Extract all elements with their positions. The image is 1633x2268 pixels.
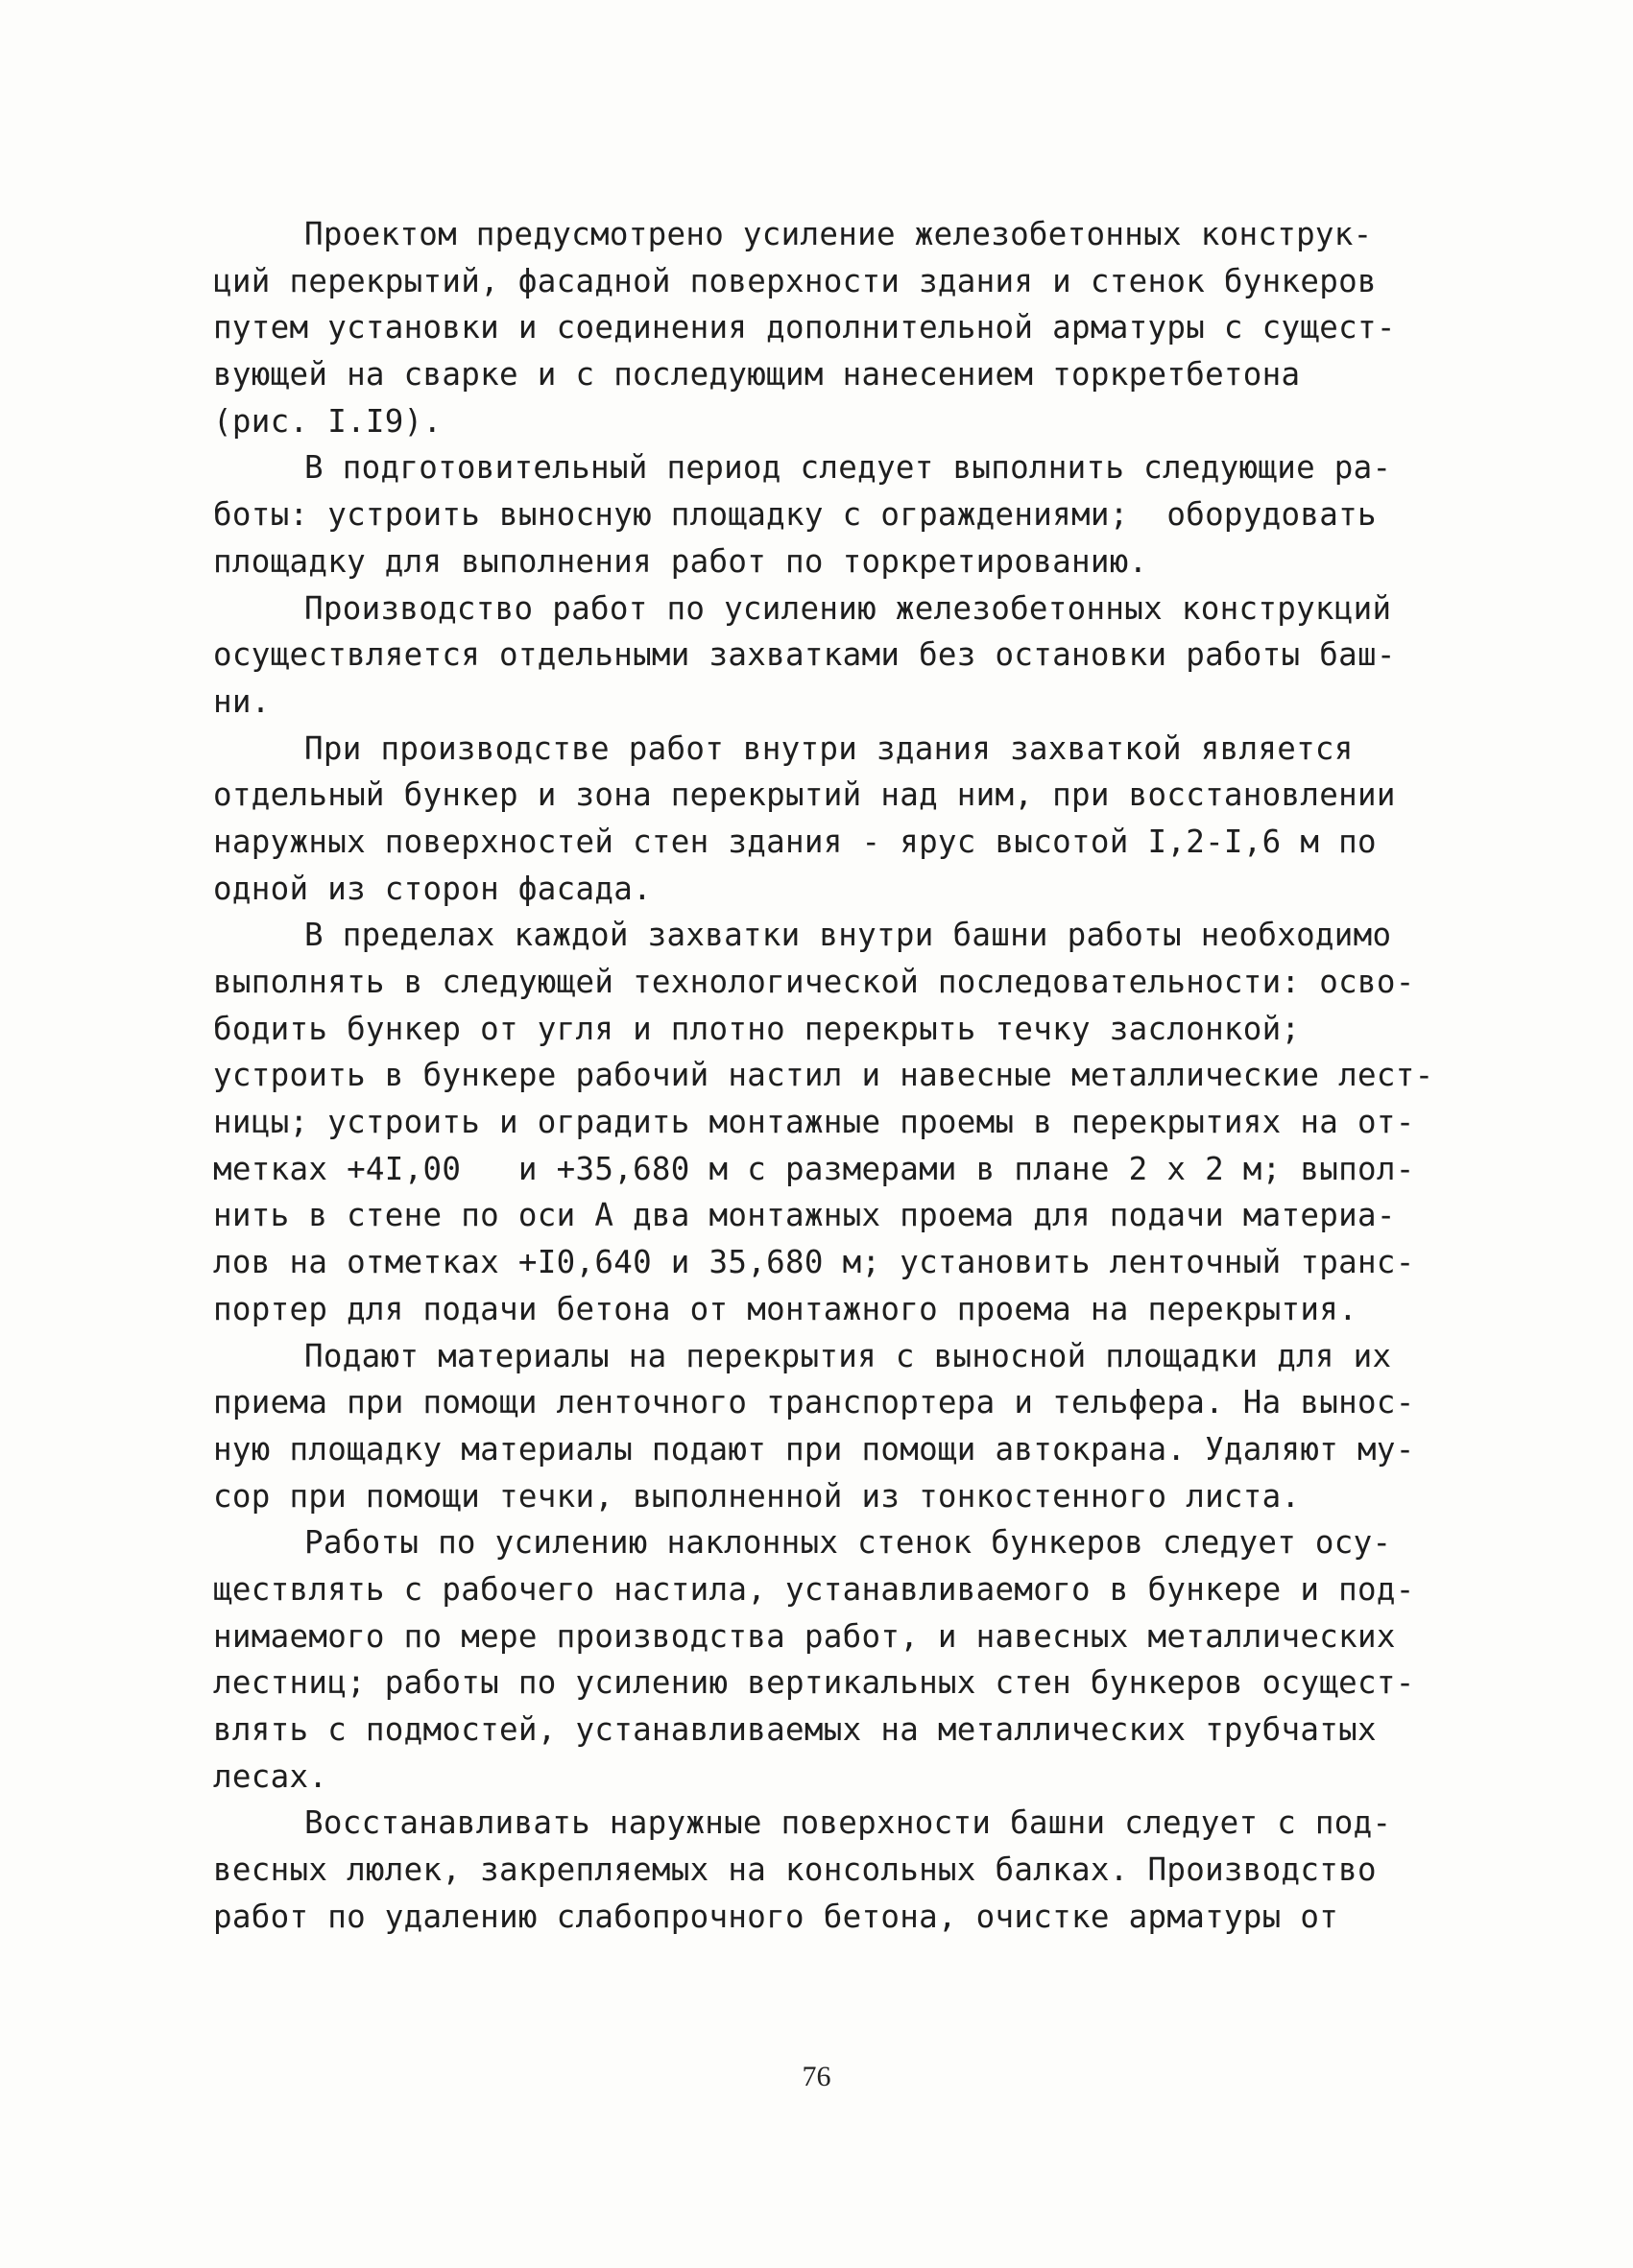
text-line: Восстанавливать наружные поверхности башни следует с под- [304, 1804, 1392, 1842]
text-line: портер для подачи бетона от монтажного проема на перекрытия. [213, 1290, 1357, 1327]
text-line: В подготовительный период следует выполнить следующие ра- [304, 449, 1392, 487]
text-line: влять с подмостей, устанавливаемых на металлических трубчатых [213, 1711, 1377, 1748]
text-line: ществлять с рабочего настила, устанавливаемого в бункере и под- [213, 1570, 1415, 1608]
text-line: осуществляется отдельными захватками без остановки работы баш- [213, 636, 1396, 674]
text-line: площадку для выполнения работ по торкретированию. [213, 542, 1148, 580]
text-line: ную площадку материалы подают при помощи автокрана. Удаляют му- [213, 1430, 1415, 1468]
text-line: бодить бункер от угля и плотно перекрыть течку заслонкой; [213, 1010, 1301, 1047]
text-line: одной из сторон фасада. [213, 870, 652, 907]
text-line: работ по удалению слабопрочного бетона, очистке арматуры от [213, 1898, 1339, 1935]
text-line: метках +4I,00 и +35,680 м с размерами в плане 2 х 2 м; выпол- [213, 1150, 1415, 1187]
text-line: лов на отметках +I0,640 и 35,680 м; установить ленточный транс- [213, 1244, 1415, 1281]
text-line: путем установки и соединения дополнительной арматуры с сущест- [213, 309, 1396, 346]
typewritten-text-body [213, 211, 1447, 1940]
text-line: При производстве работ внутри здания захваткой является [304, 729, 1354, 767]
text-line: нить в стене по оси А два монтажных проема для подачи материа- [213, 1197, 1396, 1234]
text-line: наружных поверхностей стен здания - ярус высотой I,2-I,6 м по [213, 823, 1377, 860]
text-line: В пределах каждой захватки внутри башни работы необходимо [304, 917, 1392, 954]
text-line: отдельный бункер и зона перекрытий над ним, при восстановлении [213, 776, 1396, 814]
text-line: нимаемого по мере производства работ, и навесных металлических [213, 1617, 1396, 1655]
text-line: Работы по усилению наклонных стенок бункеров следует осу- [304, 1524, 1392, 1562]
text-line: весных люлек, закрепляемых на консольных балках. Производство [213, 1851, 1377, 1889]
text-line: боты: устроить выносную площадку с ограждениями; оборудовать [213, 496, 1377, 534]
text-line: сор при помощи течки, выполненной из тонкостенного листа. [213, 1477, 1301, 1515]
text-line: ницы; устроить и оградить монтажные проемы в перекрытиях на от- [213, 1104, 1415, 1141]
text-line: ций перекрытий, фасадной поверхности здания и стенок бункеров [213, 262, 1377, 299]
text-line: приема при помощи ленточного транспортера и тельфера. На вынос- [213, 1384, 1415, 1421]
page-number: 76 [802, 2061, 831, 2092]
text-line: лестниц; работы по усилению вертикальных стен бункеров осущест- [213, 1664, 1415, 1702]
text-line: ни. [213, 682, 271, 720]
text-line: (рис. I.I9). [213, 402, 443, 440]
text-line: вующей на сварке и с последующим нанесением торкретбетона [213, 356, 1301, 394]
text-line: лесах. [213, 1757, 328, 1795]
text-line: устроить в бункере рабочий настил и навесные металлические лест- [213, 1057, 1434, 1094]
text-line: выполнять в следующей технологической последовательности: осво- [213, 964, 1415, 1000]
text-line: Проектом предусмотрено усиление железобетонных конструк- [304, 216, 1373, 252]
text-line: Производство работ по усилению железобетонных конструкций [304, 589, 1392, 627]
text-line: Подают материалы на перекрытия с выносной площадки для их [304, 1337, 1392, 1374]
